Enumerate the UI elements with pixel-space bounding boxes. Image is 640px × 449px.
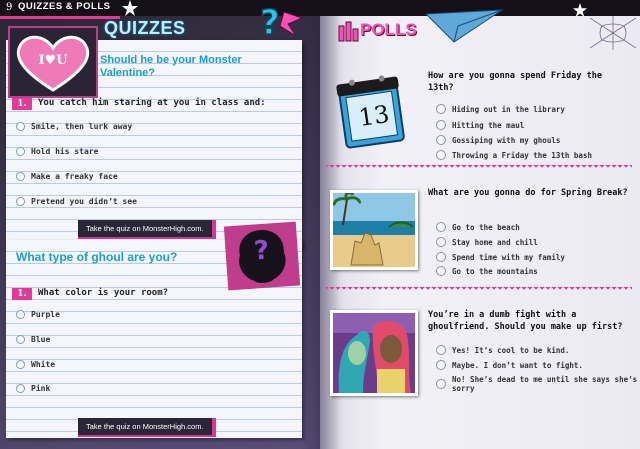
poll-option[interactable] xyxy=(436,237,538,247)
quiz-option[interactable] xyxy=(16,360,55,369)
ghoulfriends-photo xyxy=(330,310,418,396)
poll-option[interactable] xyxy=(436,222,520,232)
beach-illustration xyxy=(333,193,415,267)
question-number: 1. xyxy=(12,288,32,300)
option-label: Hold his stare xyxy=(31,147,99,156)
spider-web-icon xyxy=(588,16,638,50)
quiz-title-valentine: Should he be your Monster Valentine? xyxy=(100,54,242,79)
section-title: QUIZZES & POLLS xyxy=(18,1,111,12)
mystery-question-mark: ? xyxy=(253,235,271,267)
radio-button[interactable] xyxy=(16,310,25,319)
calendar-number: 13 xyxy=(356,100,392,132)
radio-button[interactable] xyxy=(16,335,25,344)
quiz-option[interactable] xyxy=(16,310,60,319)
poll-question: How are you gonna spend Friday the 13th? xyxy=(428,71,602,93)
option-label: Yes! It’s cool to be kind. xyxy=(452,345,570,355)
poll-option[interactable] xyxy=(436,375,640,393)
divider-zigzag xyxy=(326,165,632,171)
radio-button[interactable] xyxy=(16,122,25,131)
option-label: Throwing a Friday the 13th bash xyxy=(452,150,592,160)
radio-button[interactable] xyxy=(436,266,446,276)
option-label: Smile, then lurk away xyxy=(31,122,133,131)
quiz-option[interactable] xyxy=(16,122,132,131)
radio-button[interactable] xyxy=(436,120,446,130)
mystery-ghoul-badge xyxy=(224,222,300,291)
radio-button[interactable] xyxy=(16,172,25,181)
quiz-title-ghoul: What type of ghoul are you? xyxy=(16,250,178,264)
poll-option[interactable] xyxy=(436,104,565,114)
header-accent-bar xyxy=(0,16,120,19)
question-text: What color is your room? xyxy=(38,288,169,298)
radio-button[interactable] xyxy=(436,135,446,145)
option-label: White xyxy=(31,360,56,369)
option-label: No! She’s dead to me until she says she’s sorry xyxy=(452,375,638,393)
poll-option[interactable] xyxy=(436,135,560,145)
poll-option[interactable] xyxy=(436,345,569,355)
option-label: Go to the mountains xyxy=(452,266,538,276)
poll-question: What are you gonna do for Spring Break? xyxy=(428,188,628,198)
calendar-illustration xyxy=(336,72,410,150)
take-quiz-link[interactable]: Take the quiz on MonsterHigh.com. xyxy=(78,418,216,437)
option-label: Blue xyxy=(31,335,51,344)
polls-heading: POLLS xyxy=(360,20,417,39)
paper-plane-icon xyxy=(424,8,504,44)
option-label: Purple xyxy=(31,310,60,319)
option-label: Go to the beach xyxy=(452,222,520,232)
heart-text: I♥U xyxy=(38,53,68,68)
star-icon xyxy=(122,0,138,16)
quiz-option[interactable] xyxy=(16,197,137,206)
option-label: Maybe. I don’t want to fight. xyxy=(452,360,583,370)
option-label: Hitting the maul xyxy=(452,120,525,130)
quiz-option[interactable] xyxy=(16,172,118,181)
quiz-option[interactable] xyxy=(16,147,98,156)
option-label: Spend time with my family xyxy=(452,252,565,262)
quiz-option[interactable] xyxy=(16,335,50,344)
option-label: Stay home and chill xyxy=(452,237,538,247)
radio-button[interactable] xyxy=(436,345,446,355)
radio-button[interactable] xyxy=(16,384,25,393)
polls-bars-icon xyxy=(338,20,360,42)
option-label: Pretend you didn’t see xyxy=(31,197,137,206)
poll-option[interactable] xyxy=(436,266,538,276)
question-mark-icon xyxy=(258,2,304,40)
option-label: Gossiping with my ghouls xyxy=(452,135,561,145)
poll-option[interactable] xyxy=(436,120,524,130)
poll-option[interactable] xyxy=(436,252,565,262)
radio-button[interactable] xyxy=(16,360,25,369)
radio-button[interactable] xyxy=(436,222,446,232)
page-number: 9 xyxy=(6,2,13,13)
star-icon xyxy=(573,3,587,17)
ghoulfriends-illustration xyxy=(333,313,415,393)
question-number: 1. xyxy=(12,98,32,110)
quizzes-heading: QUIZZES xyxy=(104,18,186,38)
section-header xyxy=(0,0,640,16)
quiz-option[interactable] xyxy=(16,384,50,393)
option-label: Pink xyxy=(31,384,51,393)
option-label: Hiding out in the library xyxy=(452,104,565,114)
radio-button[interactable] xyxy=(16,147,25,156)
heart-badge xyxy=(8,26,98,98)
poll-question: You’re in a dumb fight with a ghoulfriend. Should you make up first? xyxy=(428,310,623,332)
poll-option[interactable] xyxy=(436,150,592,160)
radio-button[interactable] xyxy=(436,104,446,114)
option-label: Make a freaky face xyxy=(31,172,118,181)
take-quiz-link[interactable]: Take the quiz on MonsterHigh.com. xyxy=(78,220,216,239)
poll-option[interactable] xyxy=(436,360,583,370)
radio-button[interactable] xyxy=(436,360,446,370)
radio-button[interactable] xyxy=(436,237,446,247)
radio-button[interactable] xyxy=(436,379,446,389)
divider-zigzag xyxy=(326,287,632,293)
radio-button[interactable] xyxy=(16,197,25,206)
radio-button[interactable] xyxy=(436,252,446,262)
svg-text:?: ? xyxy=(260,3,280,40)
beach-photo xyxy=(330,190,418,270)
radio-button[interactable] xyxy=(436,150,446,160)
question-text: You catch him staring at you in class and: xyxy=(38,98,266,108)
